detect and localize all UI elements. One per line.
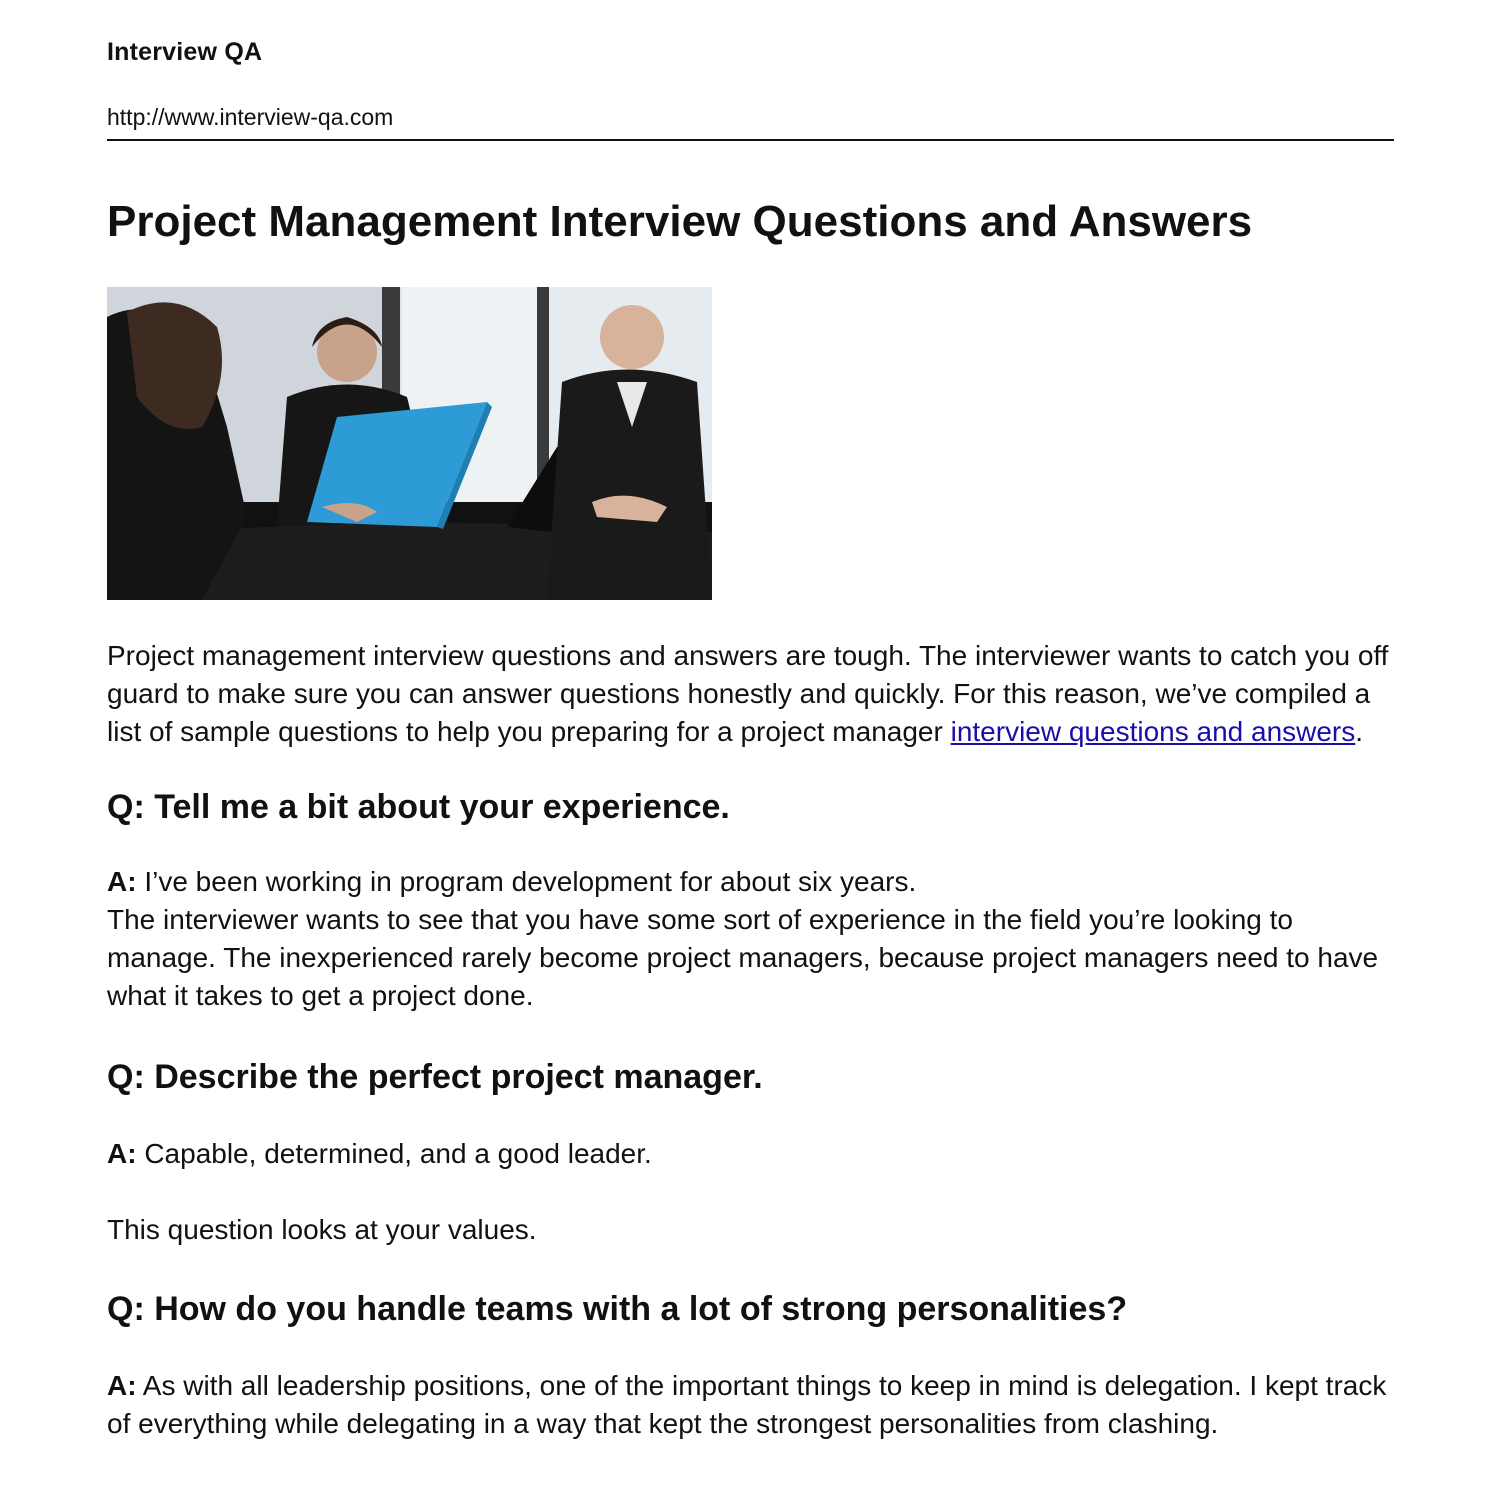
- answer-paragraph: [107, 1135, 1394, 1173]
- answer-text: I’ve been working in program development for about six years.: [136, 866, 917, 897]
- answer-text: As with all leadership positions, one of the important things to keep in mind is delegation. I kept track of everything while delegating in a way that kept the strongest personalities from clashing.: [107, 1370, 1387, 1439]
- answer-text: Capable, determined, and a good leader.: [136, 1138, 652, 1169]
- document-page: [107, 0, 1394, 1500]
- answer-label: A:: [107, 1370, 137, 1401]
- answer-paragraph: [107, 863, 1394, 901]
- interview-photo: [107, 287, 712, 600]
- answer-label: A:: [107, 1138, 137, 1169]
- interview-qa-link[interactable]: interview questions and answers: [950, 716, 1356, 747]
- intro-suffix: .: [1355, 716, 1364, 747]
- explanation-paragraph: The interviewer wants to see that you have some sort of experience in the field you’re looking to manage. The inexperienced rarely become project managers, because project managers need to have what it takes to get a project done.: [107, 904, 1379, 1011]
- answer-paragraph: [107, 1367, 1394, 1443]
- question-heading: Q: Describe the perfect project manager.: [107, 1058, 763, 1096]
- page-title: Project Management Interview Questions and Answers: [107, 197, 1253, 246]
- intro-paragraph: [107, 637, 1394, 751]
- intro-text: Project management interview questions and answers are tough. The interviewer wants to catch you off guard to make sure you can answer questions honestly and quickly. For this reason, we’ve compiled a list of sample questions to help you preparing for a project manager: [107, 640, 1389, 747]
- header-divider: [107, 139, 1394, 141]
- article-body: [107, 637, 1394, 1443]
- question-heading: Q: Tell me a bit about your experience.: [107, 788, 730, 826]
- explanation-paragraph: This question looks at your values.: [107, 1214, 537, 1245]
- answer-label: A:: [107, 866, 137, 897]
- question-heading: Q: How do you handle teams with a lot of strong personalities?: [107, 1290, 1128, 1328]
- site-name: Interview QA: [107, 38, 263, 66]
- site-url: http://www.interview-qa.com: [107, 104, 394, 130]
